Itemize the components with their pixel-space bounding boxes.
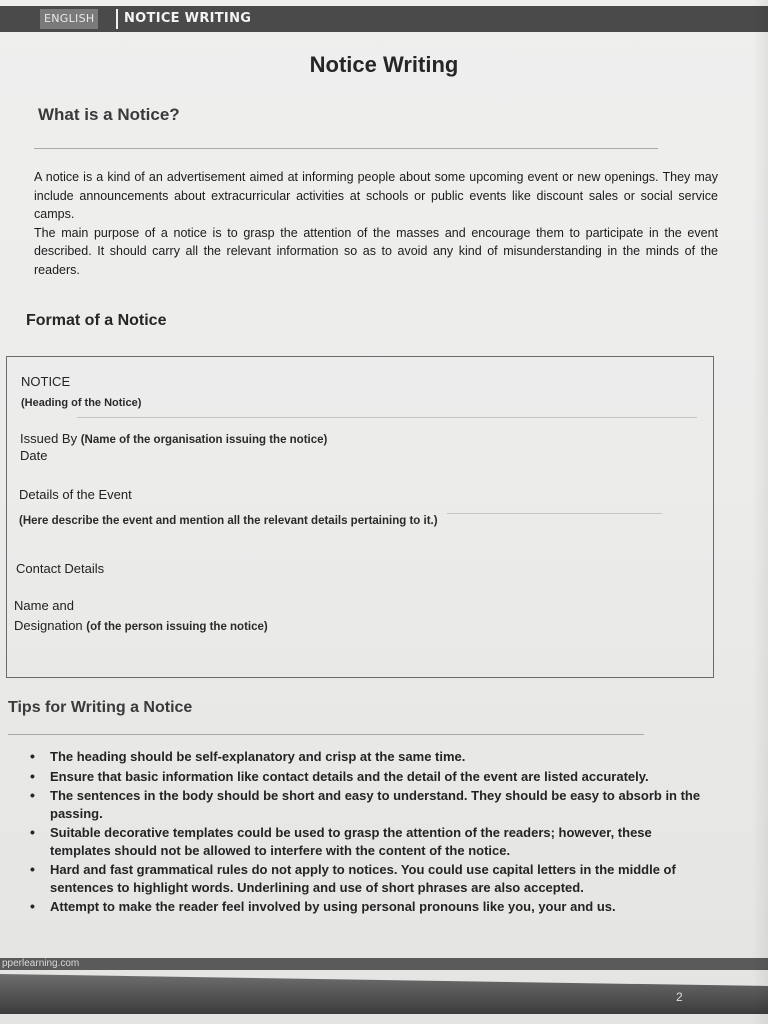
tip-text: Ensure that basic information like contact details and the detail of the event are listed accurately.	[50, 768, 649, 784]
bullet-icon: •	[30, 824, 35, 840]
format-details-hint: (Here describe the event and mention all the relevant details pertaining to it.)	[19, 515, 438, 527]
header-bar	[0, 6, 768, 32]
format-heading: Format of a Notice	[26, 312, 167, 329]
issued-by-hint: (Name of the organisation issuing the notice)	[80, 434, 328, 446]
intro-paragraph-2: The main purpose of a notice is to grasp the attention of the masses and encourage them to participate in the event described. It should carry all the relevant information so as to avoid any kind of misunderstanding in the minds of the readers.	[34, 225, 718, 277]
issued-by-label: Issued By	[20, 431, 78, 446]
format-separator	[447, 513, 662, 514]
page-title: Notice Writing	[309, 52, 459, 77]
bullet-icon: •	[30, 861, 35, 877]
footer-band	[0, 974, 768, 1014]
subject-label: ENGLISH	[40, 9, 98, 29]
format-notice-label: NOTICE	[21, 374, 71, 389]
intro-text	[34, 168, 718, 279]
tip-text: Attempt to make the reader feel involved by using personal pronouns like you, your and us.	[50, 899, 616, 914]
tip-item	[28, 898, 708, 916]
bullet-icon: •	[30, 787, 35, 803]
format-details-label: Details of the Event	[19, 487, 132, 502]
tip-item	[28, 861, 708, 896]
notice-format-box	[6, 356, 714, 678]
tips-heading: Tips for Writing a Notice	[8, 699, 193, 716]
format-separator	[77, 417, 697, 418]
what-is-notice-heading: What is a Notice?	[38, 105, 180, 124]
format-date-label: Date	[20, 448, 48, 463]
format-heading-hint: (Heading of the Notice)	[21, 397, 142, 409]
tip-text: Hard and fast grammatical rules do not apply to notices. You could use capital letters in the middle of sentences to highlight words. Underlining and use of short phrases are also accepted.	[50, 862, 676, 895]
tip-text: Suitable decorative templates could be used to grasp the attention of the readers; however, these templates should not be allowed to interfere with the content of the notice.	[50, 825, 652, 858]
designation-label: Designation	[14, 618, 83, 633]
tip-item	[28, 768, 708, 786]
tip-text: The heading should be self-explanatory and crisp at the same time.	[50, 749, 466, 764]
bullet-icon: •	[30, 748, 35, 764]
divider-rule	[8, 734, 644, 735]
page-number: 2	[676, 990, 683, 1004]
format-name-and: Name and	[14, 598, 74, 613]
format-contact-label: Contact Details	[16, 561, 105, 576]
tip-item	[28, 787, 708, 822]
tip-item	[28, 748, 708, 766]
tips-list	[28, 748, 708, 918]
divider-rule	[34, 148, 658, 149]
tip-item	[28, 824, 708, 859]
footer-site-label: pperlearning.com	[2, 958, 80, 969]
footer-bar	[0, 958, 768, 970]
page-edge-shadow	[752, 0, 768, 1024]
tip-text: The sentences in the body should be short and easy to understand. They should be easy to absorb in the passing.	[50, 788, 701, 821]
bullet-icon: •	[30, 767, 35, 784]
format-designation	[14, 618, 268, 633]
topic-label: NOTICE WRITING	[116, 9, 257, 29]
format-issued-by	[20, 431, 327, 446]
designation-hint: (of the person issuing the notice)	[86, 621, 268, 633]
bullet-icon: •	[30, 898, 35, 914]
intro-paragraph-1: A notice is a kind of an advertisement aimed at informing people about some upcoming event or new openings. They may include announcements about extracurricular activities at schools or public events like discount sales or social service camps.	[34, 170, 718, 221]
